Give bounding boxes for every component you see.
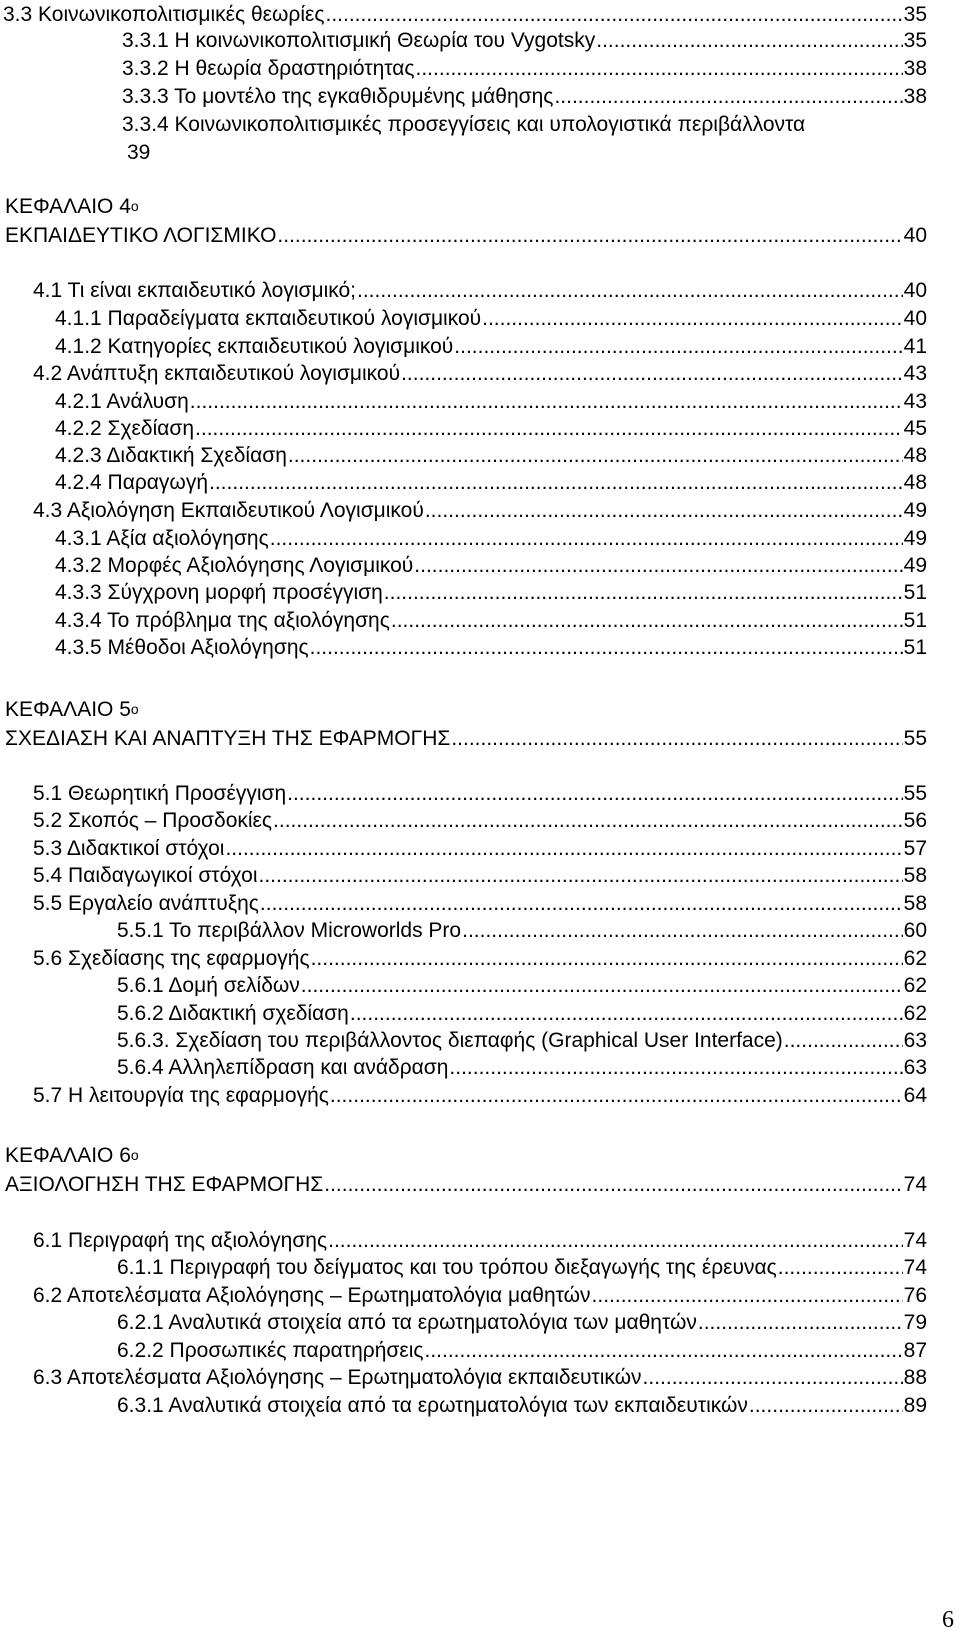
toc-entry xyxy=(5,726,927,752)
toc-entry-page: 55 xyxy=(903,727,927,750)
toc-entry xyxy=(33,1083,927,1109)
toc-entry-label: 4.2.3 Διδακτική Σχεδίαση xyxy=(55,444,287,467)
toc-entry-label: 5.2 Σκοπός – Προσδοκίες xyxy=(33,809,273,832)
toc-entry-page: 62 xyxy=(903,1002,927,1025)
toc-entry-label: ΚΕΦΑΛΑΙΟ 5 xyxy=(5,698,131,721)
toc-entry-page: 89 xyxy=(903,1394,927,1417)
toc-entry-page: 51 xyxy=(903,636,927,659)
toc-entry-label: 4.3 Αξιολόγηση Εκπαιδευτικού Λογισμικού xyxy=(33,499,424,522)
toc-entry-label: 3.3 Κοινωνικοπολιτισμικές θεωρίες xyxy=(3,3,325,26)
toc-entry xyxy=(117,1028,927,1054)
toc-entry-label: 5.4 Παιδαγωγικοί στόχοι xyxy=(33,864,258,887)
toc-entry-page: 63 xyxy=(903,1056,927,1079)
dot-leader xyxy=(462,918,903,944)
dot-leader xyxy=(384,580,903,606)
toc-entry xyxy=(117,1055,927,1081)
dot-leader xyxy=(425,1338,903,1364)
dot-leader xyxy=(357,278,903,304)
toc-entry xyxy=(117,973,927,999)
toc-entry-page: 63 xyxy=(903,1029,927,1052)
toc-entry xyxy=(55,416,927,442)
toc-entry-page: 49 xyxy=(903,554,927,577)
toc-entry-label: 5.7 Η λειτουργία της εφαρμογής xyxy=(33,1084,329,1107)
toc-entry-label: 4.2.2 Σχεδίαση xyxy=(55,417,195,440)
dot-leader xyxy=(350,1001,903,1027)
dot-leader xyxy=(698,1310,903,1336)
toc-entry xyxy=(33,836,927,862)
toc-entry xyxy=(3,2,927,28)
toc-entry xyxy=(55,306,927,332)
toc-entry-label: 6.2.2 Προσωπικές παρατηρήσεις xyxy=(117,1339,424,1362)
toc-entry-page: 60 xyxy=(903,919,927,942)
toc-entry xyxy=(33,808,927,834)
toc-entry-page: 51 xyxy=(903,609,927,632)
dot-leader xyxy=(259,863,903,889)
dot-leader xyxy=(277,223,902,249)
toc-entry xyxy=(122,56,927,82)
dot-leader xyxy=(449,1055,902,1081)
toc-entry-page: 76 xyxy=(903,1284,927,1307)
page-number: 6 xyxy=(942,1607,954,1633)
dot-leader xyxy=(592,1283,903,1309)
dot-leader xyxy=(270,526,903,552)
toc-entry-page: 40 xyxy=(903,307,927,330)
toc-entry-label: 4.3.2 Μορφές Αξιολόγησης Λογισμικού xyxy=(55,554,414,577)
toc-entry-label: 5.3 Διδακτικοί στόχοι xyxy=(33,837,225,860)
toc-entry-label: 4.3.4 Το πρόβλημα της αξιολόγησης xyxy=(55,609,390,632)
toc-entry xyxy=(55,443,927,469)
dot-leader xyxy=(416,56,903,82)
toc-entry xyxy=(127,140,150,166)
toc-entry xyxy=(55,580,927,606)
toc-entry-page: 58 xyxy=(903,892,927,915)
chapter-ordinal-superscript: ο xyxy=(130,198,139,214)
toc-entry-label: ΕΚΠΑΙΔΕΥΤΙΚΟ ΛΟΓΙΣΜΙΚΟ xyxy=(5,224,277,247)
toc-entry-page: 64 xyxy=(903,1084,927,1107)
toc-entry xyxy=(55,470,927,496)
toc-entry xyxy=(55,553,927,579)
toc-entry-label: 6.3.1 Αναλυτικά στοιχεία από τα ερωτηματολόγια των εκπαιδευτικών xyxy=(117,1394,748,1417)
toc-entry-label: ΚΕΦΑΛΑΙΟ 6 xyxy=(5,1144,131,1167)
toc-entry xyxy=(33,278,927,304)
toc-entry-page: 88 xyxy=(903,1366,927,1389)
toc-entry xyxy=(55,389,927,415)
toc-entry-label: 5.5 Εργαλείο ανάπτυξης xyxy=(33,892,259,915)
dot-leader xyxy=(301,973,903,999)
toc-entry xyxy=(117,1393,927,1419)
toc-entry-label: 4.3.5 Μέθοδοι Αξιολόγησης xyxy=(55,636,309,659)
toc-entry-page: 40 xyxy=(903,224,927,247)
toc-entry xyxy=(55,526,927,552)
dot-leader xyxy=(401,361,903,387)
toc-entry xyxy=(33,1283,927,1309)
toc-entry-page: 48 xyxy=(903,471,927,494)
toc-entry-page: 40 xyxy=(903,279,927,302)
toc-entry-page: 38 xyxy=(903,57,927,80)
toc-entry-label: ΚΕΦΑΛΑΙΟ 4 xyxy=(5,195,131,218)
dot-leader xyxy=(209,470,903,496)
dot-leader xyxy=(325,2,902,28)
toc-entry-page: 58 xyxy=(903,864,927,887)
toc-entry-label: 3.3.3 Το μοντέλο της εγκαθιδρυμένης μάθησης xyxy=(122,85,554,108)
dot-leader xyxy=(311,946,903,972)
toc-entry-label: 5.5.1 Το περιβάλλον Microworlds Pro xyxy=(117,919,462,942)
dot-leader xyxy=(225,836,902,862)
toc-entry-page: 51 xyxy=(903,581,927,604)
toc-entry-page: 45 xyxy=(903,417,927,440)
toc-entry xyxy=(122,28,927,54)
toc-entry xyxy=(33,361,927,387)
toc-entry xyxy=(5,223,927,249)
dot-leader xyxy=(288,443,903,469)
toc-entry-label: ΑΞΙΟΛΟΓΗΣΗ ΤΗΣ ΕΦΑΡΜΟΓΗΣ xyxy=(5,1173,324,1196)
toc-entry-label: 4.1 Τι είναι εκπαιδευτικό λογισμικό; xyxy=(33,279,356,302)
toc-entry xyxy=(117,1001,927,1027)
toc-entry xyxy=(33,1365,927,1391)
chapter-heading xyxy=(5,1143,139,1170)
toc-entry xyxy=(55,334,927,360)
dot-leader xyxy=(310,635,903,661)
dot-leader xyxy=(596,28,902,54)
toc-entry xyxy=(122,112,805,138)
dot-leader xyxy=(554,84,902,110)
toc-entry-label: 6.2 Αποτελέσματα Αξιολόγησης – Ερωτηματολόγια μαθητών xyxy=(33,1284,591,1307)
toc-entry-label: 4.3.1 Αξία αξιολόγησης xyxy=(55,527,269,550)
dot-leader xyxy=(784,1028,903,1054)
chapter-heading xyxy=(5,697,139,724)
toc-entry-page: 35 xyxy=(903,29,927,52)
toc-entry xyxy=(117,918,927,944)
toc-entry-label: 5.6 Σχεδίασης της εφαρμογής xyxy=(33,947,310,970)
toc-entry xyxy=(117,1310,927,1336)
toc-entry-label: 6.1.1 Περιγραφή του δείγματος και του τρόπου διεξαγωγής της έρευνας xyxy=(117,1256,777,1279)
toc-entry xyxy=(33,498,927,524)
toc-entry xyxy=(55,635,927,661)
toc-entry-page: 49 xyxy=(903,527,927,550)
toc-entry-page: 41 xyxy=(903,335,927,358)
dot-leader xyxy=(749,1393,903,1419)
toc-entry-label: 3.3.1 Η κοινωνικοπολιτισμική Θεωρία του Vygotsky xyxy=(122,29,596,52)
dot-leader xyxy=(643,1365,903,1391)
dot-leader xyxy=(260,891,903,917)
toc-entry xyxy=(117,1255,927,1281)
toc-entry-page: 62 xyxy=(903,974,927,997)
toc-entry-label: 4.2.1 Ανάλυση xyxy=(55,390,189,413)
toc-entry-label: 5.6.3. Σχεδίαση του περιβάλλοντος διεπαφής (Graphical User Interface) xyxy=(117,1029,783,1052)
toc-entry xyxy=(33,891,927,917)
chapter-heading xyxy=(5,194,139,221)
dot-leader xyxy=(451,726,902,752)
dot-leader xyxy=(778,1255,903,1281)
dot-leader xyxy=(195,416,903,442)
dot-leader xyxy=(328,1228,903,1254)
toc-entry-page: 62 xyxy=(903,947,927,970)
toc-entry-page: 43 xyxy=(903,390,927,413)
toc-entry-label: 4.1.2 Κατηγορίες εκπαιδευτικού λογισμικού xyxy=(55,335,454,358)
toc-entry xyxy=(33,1228,927,1254)
toc-entry-page: 35 xyxy=(903,3,927,26)
toc-entry xyxy=(55,608,927,634)
toc-entry xyxy=(33,946,927,972)
dot-leader xyxy=(287,781,903,807)
toc-entry xyxy=(33,863,927,889)
toc-entry-label: 5.6.2 Διδακτική σχεδίαση xyxy=(117,1002,349,1025)
toc-entry-label: 4.1.1 Παραδείγματα εκπαιδευτικού λογισμικού xyxy=(55,307,482,330)
toc-entry-page: 48 xyxy=(903,444,927,467)
toc-entry-page: 57 xyxy=(903,837,927,860)
toc-entry-label: 6.2.1 Αναλυτικά στοιχεία από τα ερωτηματολόγια των μαθητών xyxy=(117,1311,697,1334)
chapter-ordinal-superscript: ο xyxy=(130,1147,139,1163)
toc-entry-page: 74 xyxy=(903,1173,927,1196)
toc-entry xyxy=(33,781,927,807)
dot-leader xyxy=(190,389,903,415)
dot-leader xyxy=(414,553,902,579)
dot-leader xyxy=(273,808,903,834)
toc-entry-page: 43 xyxy=(903,362,927,385)
toc-entry xyxy=(117,1338,927,1364)
toc-entry-label: 5.6.4 Αλληλεπίδραση και ανάδραση xyxy=(117,1056,449,1079)
toc-entry-label: 4.2.4 Παραγωγή xyxy=(55,471,209,494)
toc-entry-label: 5.6.1 Δομή σελίδων xyxy=(117,974,300,997)
toc-entry-label: 3.3.2 Η θεωρία δραστηριότητας xyxy=(122,57,415,80)
toc-entry-label: 3.3.4 Κοινωνικοπολιτισμικές προσεγγίσεις και υπολογιστικά περιβάλλοντα xyxy=(122,113,806,136)
toc-entry-label: 5.1 Θεωρητική Προσέγγιση xyxy=(33,782,287,805)
toc-entry-page: 49 xyxy=(903,499,927,522)
toc-entry-label: 4.3.3 Σύγχρονη μορφή προσέγγιση xyxy=(55,581,383,604)
toc-entry-page: 55 xyxy=(903,782,927,805)
dot-leader xyxy=(454,334,902,360)
dot-leader xyxy=(391,608,903,634)
toc-entry xyxy=(5,1172,927,1198)
toc-entry-page: 87 xyxy=(903,1339,927,1362)
toc-entry-label: 6.1 Περιγραφή της αξιολόγησης xyxy=(33,1229,328,1252)
toc-entry-label: ΣΧΕΔΙΑΣΗ ΚΑΙ ΑΝΑΠΤΥΞΗ ΤΗΣ ΕΦΑΡΜΟΓΗΣ xyxy=(5,727,451,750)
toc-entry xyxy=(122,84,927,110)
toc-entry-page: 79 xyxy=(903,1311,927,1334)
toc-entry-label: 6.3 Αποτελέσματα Αξιολόγησης – Ερωτηματολόγια εκπαιδευτικών xyxy=(33,1366,642,1389)
toc-entry-page: 74 xyxy=(903,1229,927,1252)
dot-leader xyxy=(324,1172,902,1198)
dot-leader xyxy=(330,1083,903,1109)
toc-entry-page: 74 xyxy=(903,1256,927,1279)
dot-leader xyxy=(482,306,903,332)
chapter-ordinal-superscript: ο xyxy=(130,701,139,717)
toc-entry-label: 4.2 Ανάπτυξη εκπαιδευτικού λογισμικού xyxy=(33,362,401,385)
dot-leader xyxy=(425,498,903,524)
toc-entry-page: 56 xyxy=(903,809,927,832)
toc-entry-label: 39 xyxy=(127,141,151,164)
toc-entry-page: 38 xyxy=(903,85,927,108)
